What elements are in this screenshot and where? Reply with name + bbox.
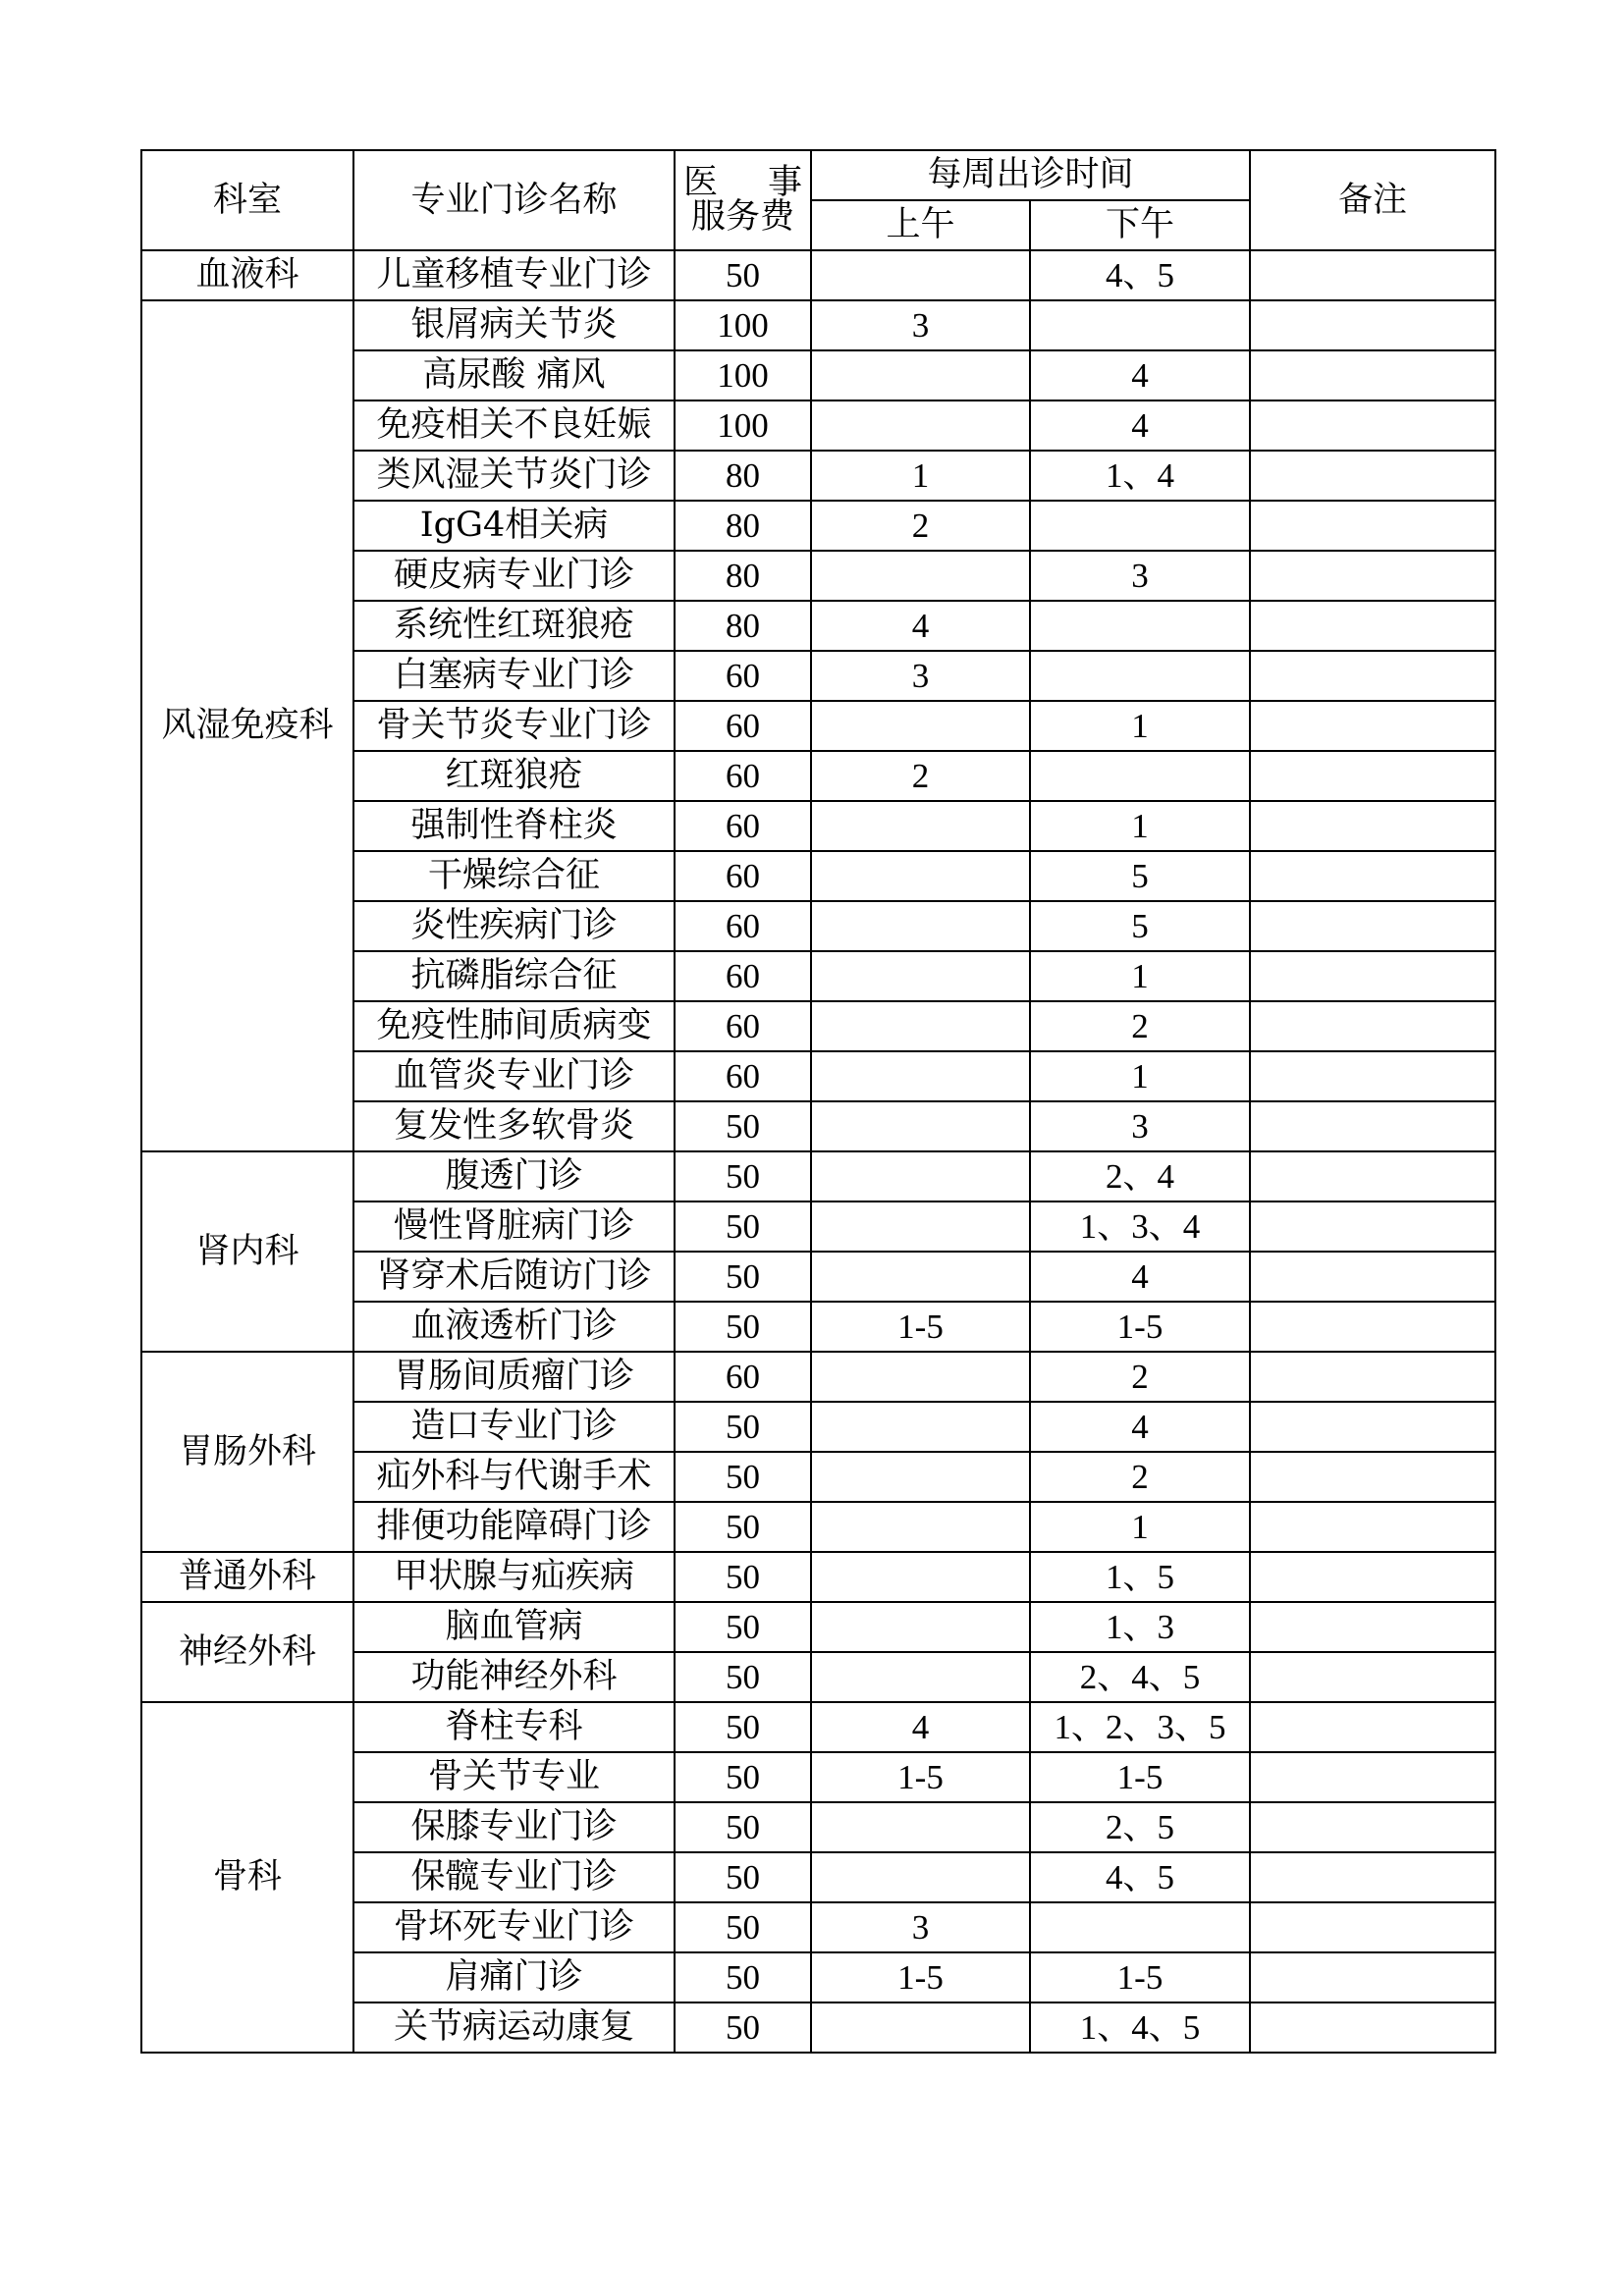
pm-cell: 4 xyxy=(1030,1252,1250,1302)
note-cell xyxy=(1250,451,1495,501)
note-cell xyxy=(1250,400,1495,451)
pm-cell: 1 xyxy=(1030,801,1250,851)
clinic-name-cell: 肾穿术后随访门诊 xyxy=(353,1252,675,1302)
pm-cell: 4、5 xyxy=(1030,1852,1250,1902)
clinic-name-cell: 免疫性肺间质病变 xyxy=(353,1001,675,1051)
pm-cell xyxy=(1030,751,1250,801)
schedule-body xyxy=(141,250,1495,2053)
table-row xyxy=(141,1602,1495,1652)
note-cell xyxy=(1250,2002,1495,2053)
clinic-name-cell: 骨关节专业 xyxy=(353,1752,675,1802)
clinic-name-cell: 干燥综合征 xyxy=(353,851,675,901)
am-cell xyxy=(811,1652,1030,1702)
header-dept: 科室 xyxy=(141,150,353,250)
fee-cell: 50 xyxy=(675,1602,811,1652)
note-cell xyxy=(1250,1452,1495,1502)
fee-cell: 100 xyxy=(675,300,811,350)
clinic-name-cell: 脑血管病 xyxy=(353,1602,675,1652)
pm-cell: 1-5 xyxy=(1030,1952,1250,2002)
pm-cell: 4、5 xyxy=(1030,250,1250,300)
clinic-name-cell: 甲状腺与疝疾病 xyxy=(353,1552,675,1602)
pm-cell: 1、4、5 xyxy=(1030,2002,1250,2053)
pm-cell: 1-5 xyxy=(1030,1302,1250,1352)
am-cell xyxy=(811,400,1030,451)
note-cell xyxy=(1250,1702,1495,1752)
am-cell xyxy=(811,250,1030,300)
pm-cell: 5 xyxy=(1030,901,1250,951)
fee-cell: 80 xyxy=(675,451,811,501)
clinic-name-cell: 强制性脊柱炎 xyxy=(353,801,675,851)
header-clinic-name: 专业门诊名称 xyxy=(353,150,675,250)
am-cell xyxy=(811,1352,1030,1402)
am-cell xyxy=(811,1502,1030,1552)
clinic-name-cell: 骨坏死专业门诊 xyxy=(353,1902,675,1952)
header-fee-char-2: 事 xyxy=(767,163,802,202)
clinic-name-cell: 红斑狼疮 xyxy=(353,751,675,801)
dept-cell: 骨科 xyxy=(141,1702,353,2053)
dept-cell: 胃肠外科 xyxy=(141,1352,353,1552)
am-cell xyxy=(811,551,1030,601)
note-cell xyxy=(1250,1001,1495,1051)
pm-cell: 1、3 xyxy=(1030,1602,1250,1652)
note-cell xyxy=(1250,1652,1495,1702)
fee-cell: 50 xyxy=(675,1201,811,1252)
fee-cell: 50 xyxy=(675,1652,811,1702)
clinic-name-cell: 系统性红斑狼疮 xyxy=(353,601,675,651)
clinic-name-cell: 保膝专业门诊 xyxy=(353,1802,675,1852)
am-cell: 1-5 xyxy=(811,1752,1030,1802)
am-cell xyxy=(811,1452,1030,1502)
pm-cell: 1、2、3、5 xyxy=(1030,1702,1250,1752)
note-cell xyxy=(1250,1302,1495,1352)
note-cell xyxy=(1250,651,1495,701)
note-cell xyxy=(1250,501,1495,551)
pm-cell: 1 xyxy=(1030,951,1250,1001)
fee-cell: 50 xyxy=(675,1552,811,1602)
clinic-name-cell: 抗磷脂综合征 xyxy=(353,951,675,1001)
pm-cell: 3 xyxy=(1030,551,1250,601)
fee-cell: 50 xyxy=(675,1302,811,1352)
clinic-name-cell: 复发性多软骨炎 xyxy=(353,1101,675,1151)
pm-cell: 1、5 xyxy=(1030,1552,1250,1602)
fee-cell: 50 xyxy=(675,1151,811,1201)
fee-cell: 80 xyxy=(675,501,811,551)
fee-cell: 50 xyxy=(675,1952,811,2002)
am-cell: 1-5 xyxy=(811,1952,1030,2002)
pm-cell: 1、4 xyxy=(1030,451,1250,501)
clinic-name-cell: 慢性肾脏病门诊 xyxy=(353,1201,675,1252)
am-cell xyxy=(811,1001,1030,1051)
clinic-name-cell: 功能神经外科 xyxy=(353,1652,675,1702)
note-cell xyxy=(1250,901,1495,951)
note-cell xyxy=(1250,1752,1495,1802)
am-cell xyxy=(811,801,1030,851)
clinic-name-cell: 炎性疾病门诊 xyxy=(353,901,675,951)
dept-cell: 肾内科 xyxy=(141,1151,353,1352)
fee-cell: 60 xyxy=(675,651,811,701)
pm-cell: 5 xyxy=(1030,851,1250,901)
pm-cell xyxy=(1030,501,1250,551)
am-cell: 1 xyxy=(811,451,1030,501)
am-cell xyxy=(811,1552,1030,1602)
am-cell: 3 xyxy=(811,1902,1030,1952)
am-cell xyxy=(811,1101,1030,1151)
header-row-1 xyxy=(141,150,1495,200)
header-weekly-schedule: 每周出诊时间 xyxy=(811,150,1250,200)
pm-cell xyxy=(1030,601,1250,651)
note-cell xyxy=(1250,1402,1495,1452)
note-cell xyxy=(1250,1352,1495,1402)
pm-cell: 1-5 xyxy=(1030,1752,1250,1802)
pm-cell xyxy=(1030,1902,1250,1952)
fee-cell: 50 xyxy=(675,1702,811,1752)
fee-cell: 50 xyxy=(675,1852,811,1902)
fee-cell: 60 xyxy=(675,751,811,801)
pm-cell: 1 xyxy=(1030,1502,1250,1552)
clinic-name-cell: 脊柱专科 xyxy=(353,1702,675,1752)
pm-cell: 2 xyxy=(1030,1452,1250,1502)
header-am: 上午 xyxy=(811,200,1030,250)
clinic-name-cell: 血液透析门诊 xyxy=(353,1302,675,1352)
am-cell: 3 xyxy=(811,300,1030,350)
fee-cell: 60 xyxy=(675,1051,811,1101)
note-cell xyxy=(1250,1252,1495,1302)
pm-cell: 3 xyxy=(1030,1101,1250,1151)
table-row xyxy=(141,1702,1495,1752)
fee-cell: 60 xyxy=(675,901,811,951)
pm-cell: 2、4、5 xyxy=(1030,1652,1250,1702)
am-cell xyxy=(811,2002,1030,2053)
dept-cell: 风湿免疫科 xyxy=(141,300,353,1151)
fee-cell: 80 xyxy=(675,601,811,651)
note-cell xyxy=(1250,1902,1495,1952)
clinic-name-cell: 保髋专业门诊 xyxy=(353,1852,675,1902)
am-cell xyxy=(811,701,1030,751)
fee-cell: 50 xyxy=(675,1502,811,1552)
am-cell: 1-5 xyxy=(811,1302,1030,1352)
clinic-name-cell: 肩痛门诊 xyxy=(353,1952,675,2002)
note-cell xyxy=(1250,601,1495,651)
am-cell: 2 xyxy=(811,751,1030,801)
clinic-name-cell: 骨关节炎专业门诊 xyxy=(353,701,675,751)
am-cell: 2 xyxy=(811,501,1030,551)
fee-cell: 50 xyxy=(675,2002,811,2053)
fee-cell: 50 xyxy=(675,1101,811,1151)
clinic-name-cell: 排便功能障碍门诊 xyxy=(353,1502,675,1552)
note-cell xyxy=(1250,1151,1495,1201)
pm-cell: 2、4 xyxy=(1030,1151,1250,1201)
pm-cell: 2、5 xyxy=(1030,1802,1250,1852)
clinic-name-cell: 关节病运动康复 xyxy=(353,2002,675,2053)
note-cell xyxy=(1250,250,1495,300)
header-fee-char-1: 医 xyxy=(683,163,719,202)
note-cell xyxy=(1250,1552,1495,1602)
am-cell xyxy=(811,1051,1030,1101)
fee-cell: 50 xyxy=(675,1402,811,1452)
fee-cell: 60 xyxy=(675,951,811,1001)
clinic-name-cell: 高尿酸 痛风 xyxy=(353,350,675,400)
am-cell xyxy=(811,1802,1030,1852)
clinic-name-cell: 血管炎专业门诊 xyxy=(353,1051,675,1101)
clinic-name-cell: 白塞病专业门诊 xyxy=(353,651,675,701)
pm-cell: 4 xyxy=(1030,400,1250,451)
am-cell xyxy=(811,1201,1030,1252)
clinic-name-cell: IgG4相关病 xyxy=(353,501,675,551)
am-cell xyxy=(811,350,1030,400)
am-cell xyxy=(811,1151,1030,1201)
header-fee-line-2: 服务费 xyxy=(690,197,794,237)
table-row xyxy=(141,1151,1495,1201)
clinic-name-cell: 硬皮病专业门诊 xyxy=(353,551,675,601)
pm-cell: 1 xyxy=(1030,1051,1250,1101)
fee-cell: 60 xyxy=(675,701,811,751)
clinic-name-cell: 免疫相关不良妊娠 xyxy=(353,400,675,451)
am-cell xyxy=(811,1402,1030,1452)
note-cell xyxy=(1250,951,1495,1001)
fee-cell: 50 xyxy=(675,1252,811,1302)
dept-cell: 血液科 xyxy=(141,250,353,300)
note-cell xyxy=(1250,1602,1495,1652)
fee-cell: 50 xyxy=(675,1452,811,1502)
am-cell: 3 xyxy=(811,651,1030,701)
fee-cell: 100 xyxy=(675,400,811,451)
note-cell xyxy=(1250,1101,1495,1151)
am-cell xyxy=(811,1852,1030,1902)
fee-cell: 50 xyxy=(675,1802,811,1852)
note-cell xyxy=(1250,350,1495,400)
header-note: 备注 xyxy=(1250,150,1495,250)
am-cell xyxy=(811,901,1030,951)
clinic-name-cell: 银屑病关节炎 xyxy=(353,300,675,350)
am-cell xyxy=(811,1252,1030,1302)
pm-cell: 1 xyxy=(1030,701,1250,751)
note-cell xyxy=(1250,1201,1495,1252)
clinic-name-cell: 造口专业门诊 xyxy=(353,1402,675,1452)
pm-cell: 4 xyxy=(1030,350,1250,400)
pm-cell: 2 xyxy=(1030,1352,1250,1402)
note-cell xyxy=(1250,1802,1495,1852)
header-fee xyxy=(675,150,811,250)
am-cell: 4 xyxy=(811,601,1030,651)
clinic-name-cell: 疝外科与代谢手术 xyxy=(353,1452,675,1502)
note-cell xyxy=(1250,701,1495,751)
pm-cell: 4 xyxy=(1030,1402,1250,1452)
dept-cell: 神经外科 xyxy=(141,1602,353,1702)
pm-cell xyxy=(1030,651,1250,701)
fee-cell: 50 xyxy=(675,1752,811,1802)
clinic-name-cell: 儿童移植专业门诊 xyxy=(353,250,675,300)
am-cell xyxy=(811,851,1030,901)
header-pm: 下午 xyxy=(1030,200,1250,250)
pm-cell xyxy=(1030,300,1250,350)
note-cell xyxy=(1250,1952,1495,2002)
note-cell xyxy=(1250,751,1495,801)
fee-cell: 60 xyxy=(675,851,811,901)
pm-cell: 2 xyxy=(1030,1001,1250,1051)
note-cell xyxy=(1250,300,1495,350)
clinic-name-cell: 类风湿关节炎门诊 xyxy=(353,451,675,501)
table-row xyxy=(141,250,1495,300)
clinic-name-cell: 胃肠间质瘤门诊 xyxy=(353,1352,675,1402)
fee-cell: 100 xyxy=(675,350,811,400)
table-row xyxy=(141,1352,1495,1402)
am-cell xyxy=(811,951,1030,1001)
fee-cell: 60 xyxy=(675,1001,811,1051)
dept-cell: 普通外科 xyxy=(141,1552,353,1602)
note-cell xyxy=(1250,1051,1495,1101)
note-cell xyxy=(1250,551,1495,601)
note-cell xyxy=(1250,1852,1495,1902)
fee-cell: 50 xyxy=(675,250,811,300)
note-cell xyxy=(1250,851,1495,901)
table-row xyxy=(141,300,1495,350)
pm-cell: 1、3、4 xyxy=(1030,1201,1250,1252)
clinic-schedule-table xyxy=(140,149,1496,2054)
am-cell xyxy=(811,1602,1030,1652)
fee-cell: 60 xyxy=(675,801,811,851)
fee-cell: 60 xyxy=(675,1352,811,1402)
fee-cell: 50 xyxy=(675,1902,811,1952)
table-row xyxy=(141,1552,1495,1602)
am-cell: 4 xyxy=(811,1702,1030,1752)
note-cell xyxy=(1250,801,1495,851)
fee-cell: 80 xyxy=(675,551,811,601)
note-cell xyxy=(1250,1502,1495,1552)
clinic-name-cell: 腹透门诊 xyxy=(353,1151,675,1201)
